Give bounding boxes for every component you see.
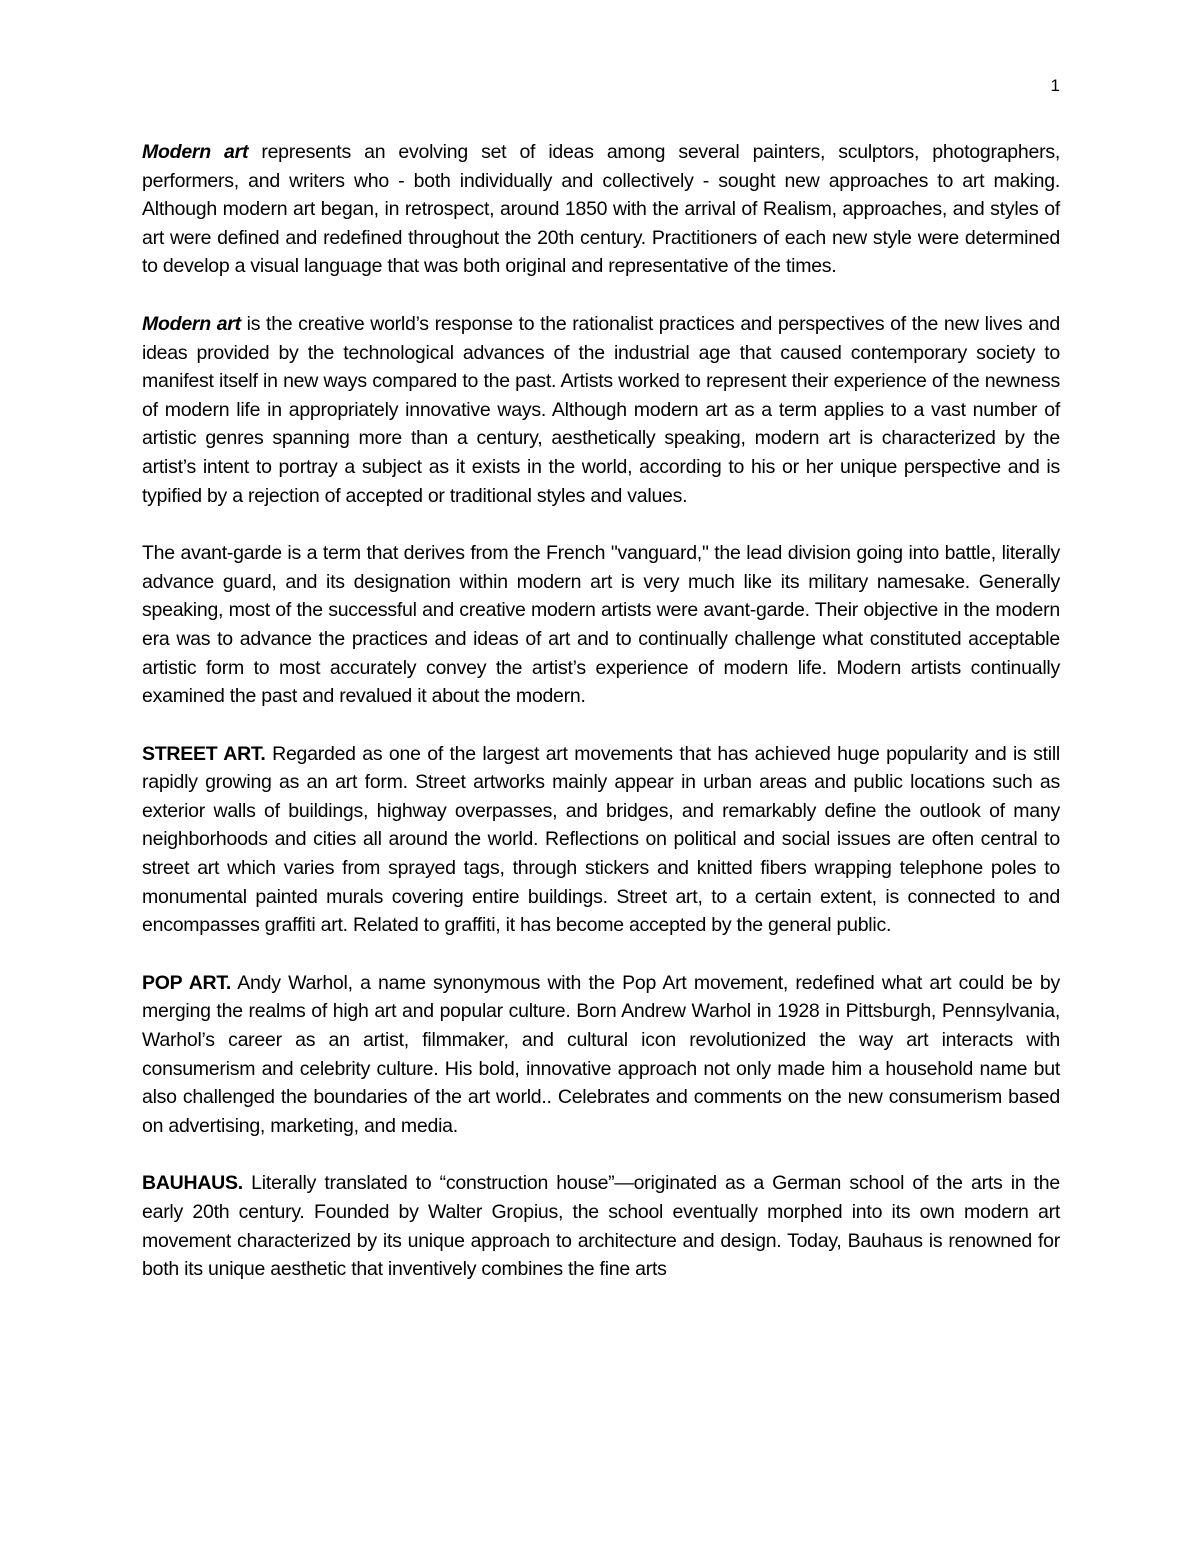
paragraph-pop-art: [142, 969, 1060, 1141]
paragraph-avant-garde: [142, 539, 1060, 711]
paragraph-text: represents an evolving set of ideas among several painters, sculptors, photographers, performers, and writers who - both individually and collectively - sought new approaches to art making. Although modern art began, in retrospect, around 1850 with the arrival of Realism, approaches, and styles of art were defined and redefined throughout the 20th century. Practitioners of each new style were determined to develop a visual language that was both original and representative of the times.: [142, 141, 1060, 278]
paragraph-bauhaus: [142, 1169, 1060, 1283]
paragraph-text: is the creative world’s response to the rationalist practices and perspectives of the new lives and ideas provided by the technological advances of the industrial age that caused contemporary society to manifest itself in new ways compared to the past. Artists worked to represent their experience of the newness of modern life in appropriately innovative ways. Although modern art as a term applies to a vast number of artistic genres spanning more than a century, aesthetically speaking, modern art is characterized by the artist’s intent to portray a subject as it exists in the world, according to his or her unique perspective and is typified by a rejection of accepted or traditional styles and values.: [142, 312, 1060, 507]
paragraph-modern-art-response: [142, 310, 1060, 510]
paragraph-lead-term: Modern art: [142, 312, 241, 335]
paragraph-text: The avant-garde is a term that derives from the French "vanguard," the lead division going into battle, literally advance guard, and its designation within modern art is very much like its military namesake. Generally speaking, most of the successful and creative modern artists were avant-garde. Their objective in the modern era was to advance the practices and ideas of art and to continually challenge what constituted acceptable artistic form to most accurately convey the artist’s experience of modern life. Modern artists continually examined the past and revalued it about the modern.: [142, 542, 1060, 708]
paragraph-street-art: [142, 740, 1060, 940]
document-body: [142, 138, 1060, 1313]
paragraph-text: Literally translated to “construction house”—originated as a German school of the arts in the early 20th century. Founded by Walter Gropius, the school eventually morphed into its own modern art movement characterized by its unique approach to architecture and design. Today, Bauhaus is renowned for both its unique aesthetic that inventively combines the fine arts: [142, 1172, 1060, 1281]
section-heading-street-art: STREET ART.: [142, 742, 266, 765]
paragraph-modern-art-intro: [142, 138, 1060, 281]
paragraph-lead-term: Modern art: [142, 141, 249, 163]
paragraph-text: Andy Warhol, a name synonymous with the Pop Art movement, redefined what art could be by merging the realms of high art and popular culture. Born Andrew Warhol in 1928 in Pittsburgh, Pennsylvania, Warhol’s career as an artist, filmmaker, and cultural icon revolutionized the way art interacts with consumerism and celebrity culture. His bold, innovative approach not only made him a household name but also challenged the boundaries of the art world.. Celebrates and comments on the new consumerism based on advertising, marketing, and media.: [142, 971, 1061, 1137]
section-heading-pop-art: POP ART.: [142, 971, 232, 994]
paragraph-text: Regarded as one of the largest art movements that has achieved huge popularity and is still rapidly growing as an art form. Street artworks mainly appear in urban areas and public locations such as exterior walls of buildings, highway overpasses, and bridges, and remarkably define the outlook of many neighborhoods and cities all around the world. Reflections on political and social issues are often central to street art which varies from sprayed tags, through stickers and knitted fibers wrapping telephone poles to monumental painted murals covering entire buildings. Street art, to a certain extent, is connected to and encompasses graffiti art. Related to graffiti, it has become accepted by the general public.: [142, 742, 1061, 937]
page-number: 1: [1050, 76, 1060, 95]
section-heading-bauhaus: BAUHAUS.: [142, 1172, 243, 1195]
